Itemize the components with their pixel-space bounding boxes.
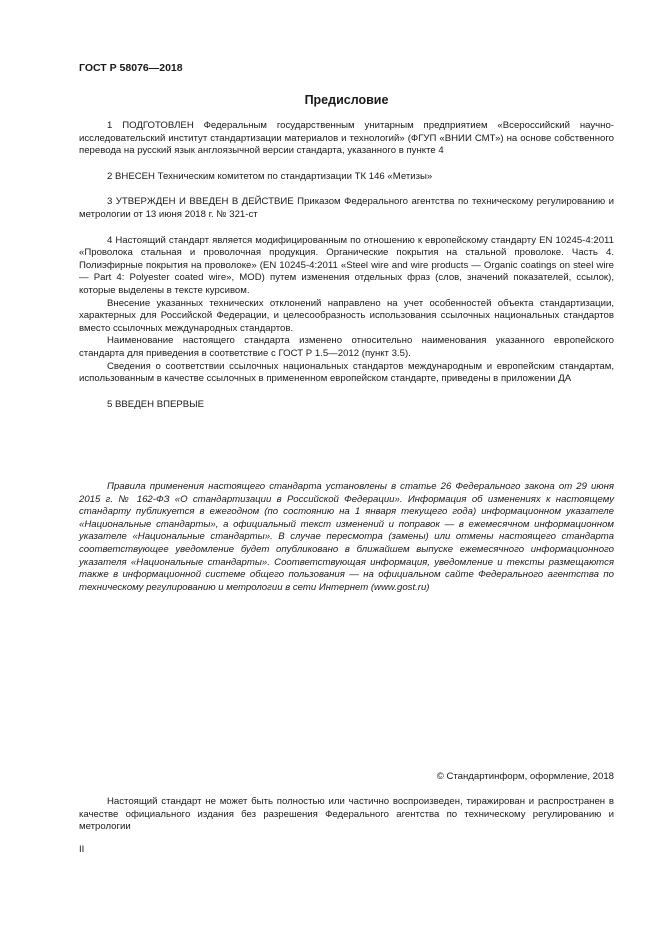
paragraph-4-deviations: Внесение указанных технических отклонений направлено на учет особенностей объекта стандартизации, характерных для Российской Федерации, и целесообразность использования ссылочных национальных стандартов вместо ссылочных международных стандартов. bbox=[79, 297, 614, 334]
copyright-line: © Стандартинформ, оформление, 2018 bbox=[436, 771, 614, 782]
page-number: II bbox=[79, 844, 85, 855]
paragraph-4-references: Сведения о соответствии ссылочных национальных стандартов международным и европейским стандартам, использованным в качестве ссылочных в примененном европейском стандарте, приведены в приложении ДА bbox=[79, 360, 614, 385]
paragraph-3: 3 УТВЕРЖДЕН И ВВЕДЕН В ДЕЙСТВИЕ Приказом Федерального агентства по техническому регулированию и метрологии от 13 июня 2018 г. № 321-ст bbox=[79, 196, 614, 220]
standard-code: ГОСТ Р 58076—2018 bbox=[79, 62, 183, 74]
paragraph-4: 4 Настоящий стандарт является модифицированным по отношению к европейскому стандарту EN 10245-4:2011 «Проволока стальная и проволочная продукция. Органические покрытия на стальной проволоке. Часть 4. Полиэфирные покрытия на проволоке» (EN 10245-4:2011 «Steel wire and wire products — Organic coatings on steel wire — Part 4: Polyester coated wire», MOD) путем изменения отдельных фраз (слов, значений показателей, ссылок), которые выделены в тексте курсивом. bbox=[79, 234, 614, 296]
paragraph-5: 5 ВВЕДЕН ВПЕРВЫЕ bbox=[107, 398, 205, 410]
paragraph-4-name: Наименование настоящего стандарта изменено относительно наименования указанного европейского стандарта для приведения в соответствие с ГОСТ Р 1.5—2012 (пункт 3.5). bbox=[79, 335, 614, 359]
paragraph-1: 1 ПОДГОТОВЛЕН Федеральным государственным унитарным предприятием «Всероссийский научно-исследовательский институт стандартизации материалов и технологий» (ФГУП «ВНИИ СМТ») на основе собственного перевода на русский язык англоязычной версии стандарта, указанного в пункте 4 bbox=[79, 120, 614, 157]
reproduction-notice bbox=[79, 796, 614, 834]
footer-text: Настоящий стандарт не может быть полностью или частично воспроизведен, тиражирован и распространен в качестве официального издания без разрешения Федерального агентства по техническому регулированию и метрологии bbox=[79, 796, 614, 833]
foreword-body bbox=[79, 120, 614, 411]
paragraph-2: 2 ВНЕСЕН Техническим комитетом по стандартизации ТК 146 «Метизы» bbox=[107, 170, 433, 182]
notice-text: Правила применения настоящего стандарта установлены в статье 26 Федерального закона от 29 июня 2015 г. № 162-ФЗ «О стандартизации в Российской Федерации». Информация об изменениях к настоящему стандарту публикуется в ежегодном (по состоянию на 1 января текущего года) информационном указателе «Национальные стандарты», а официальный текст изменений и поправок — в ежемесячном информационном указателе «Национальные стандарты». В случае пересмотра (замены) или отмены настоящего стандарта соответствующее уведомление будет опубликовано в ближайшем выпуске ежемесячного информационного указателя «Национальные стандарты». Соответствующая информация, уведомление и тексты размещаются также в информационной системе общего пользования — на официальном сайте Федерального агентства по техническому регулированию и метрологии в сети Интернет (www.gost.ru) bbox=[79, 481, 614, 593]
application-notice bbox=[79, 481, 614, 594]
page-title: Предисловие bbox=[304, 93, 389, 107]
